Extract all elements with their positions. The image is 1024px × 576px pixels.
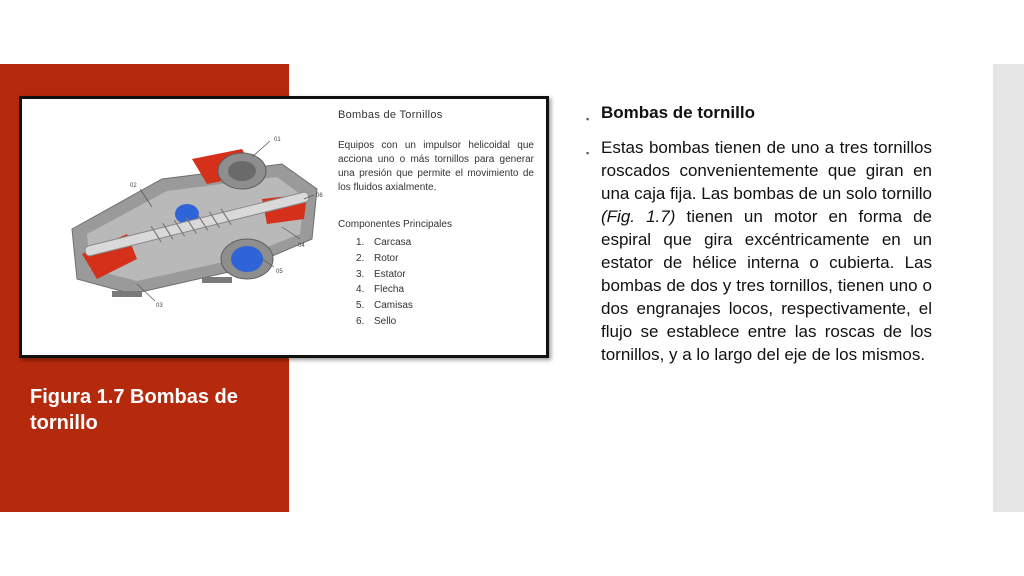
- screw-pump-illustration: [42, 119, 332, 319]
- callout-06: 06: [316, 193, 323, 199]
- component-item: 1. Carcasa: [356, 237, 412, 248]
- paragraph-text-1: Estas bombas tienen de uno a tres tornillos roscados convenientemente que giran en una caja fija. Las bombas de un solo tornillo: [601, 138, 932, 203]
- components-title: Componentes Principales: [338, 219, 452, 230]
- bullet-heading: [586, 102, 932, 124]
- bullet-icon: ▪: [586, 148, 590, 158]
- pump-figure: [19, 96, 549, 358]
- figure-title: Bombas de Tornillos: [338, 109, 443, 121]
- paragraph-text-2: tienen un motor en forma de espiral que gira excéntricamente en un estator de hélice interna o cubierta. Las bombas de dos y tres tornillos, tienen uno o dos engranajes locos, respectivamente, el flujo se establece entre las roscas de los tornillos, y a lo largo del eje de los mismos.: [601, 207, 932, 364]
- component-item: 6. Sello: [356, 315, 397, 327]
- figure-reference: (Fig. 1.7): [601, 207, 676, 226]
- right-gray-strip: [993, 64, 1024, 512]
- callout-02: 02: [130, 183, 137, 189]
- bullet-paragraph: [586, 136, 932, 366]
- component-item: 5. Camisas: [356, 300, 413, 312]
- component-item: 4. Flecha: [356, 284, 405, 296]
- callout-05: 05: [276, 269, 283, 275]
- figure-description: Equipos con un impulsor helicoidal que acciona uno o más tornillos para generar una presión que permite el movimiento de los fluidos axialmente.: [338, 140, 534, 193]
- callout-03: 03: [156, 303, 163, 309]
- components-list: [356, 235, 413, 330]
- bullet-icon: ▪: [586, 114, 590, 124]
- bullet-list: [586, 102, 932, 366]
- figure-caption: Figura 1.7 Bombas de tornillo: [30, 386, 238, 434]
- heading-text: Bombas de tornillo: [601, 103, 755, 122]
- callout-01: 01: [274, 137, 281, 143]
- component-item: 2. Rotor: [356, 252, 399, 264]
- callout-04: 04: [298, 243, 305, 249]
- component-item: 3. Estator: [356, 268, 406, 280]
